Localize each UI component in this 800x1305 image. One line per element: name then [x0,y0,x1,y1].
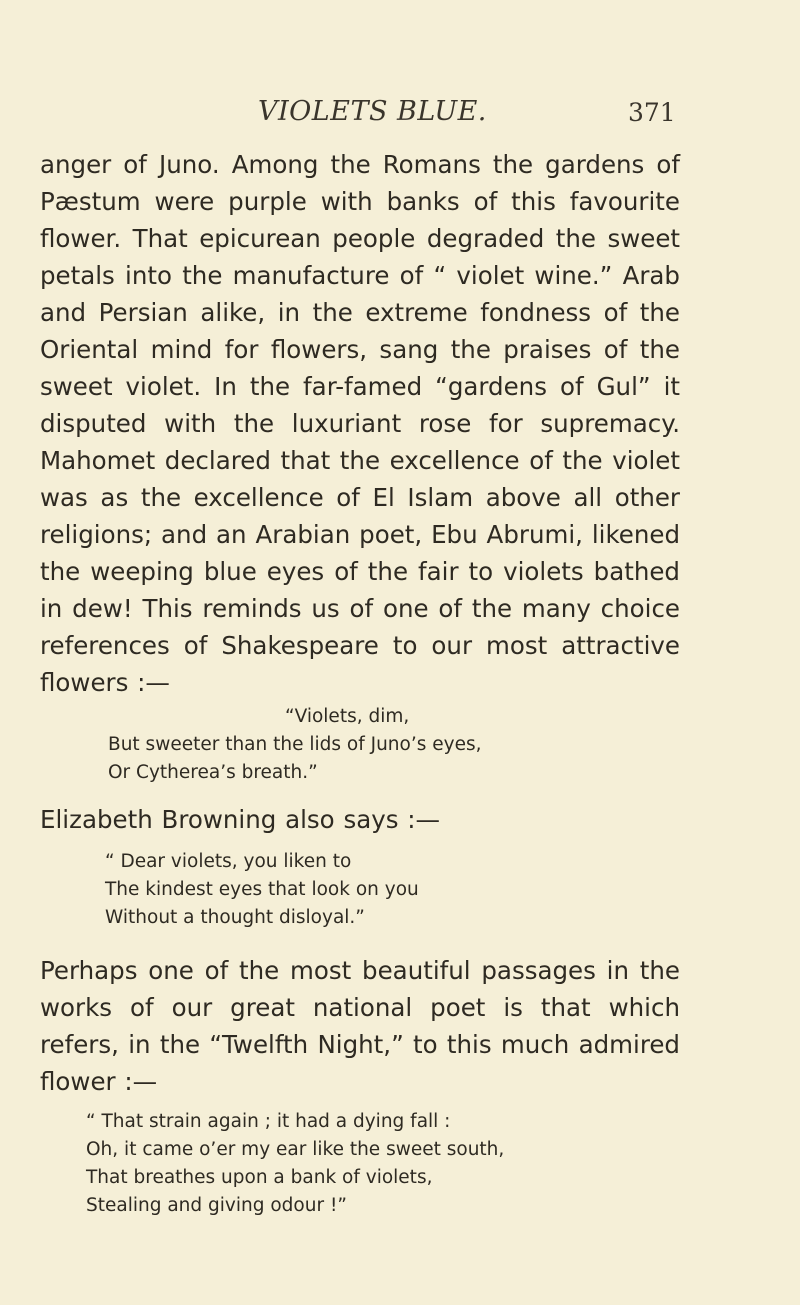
verse-line: But sweeter than the lids of Juno’s eyes, [108,734,482,755]
page-number: 371 [628,98,676,127]
verse-line: Or Cytherea’s breath.” [108,762,318,783]
body-text [40,146,680,1220]
paragraph-2: Elizabeth Browning also says :— [40,805,441,834]
running-title: VIOLETS BLUE. [258,96,487,127]
verse-line: “ That strain again ; it had a dying fall : [86,1111,451,1132]
verse-line: Without a thought disloyal.” [105,907,365,928]
quote-twelfth-night [86,1108,680,1220]
paragraph-1: anger of Juno. Among the Romans the gardens of Pæstum were purple with banks of this favourite flower. That epicurean people degraded the sweet petals into the manufacture of “ violet wine.” Arab and Persian alike, in the extreme fondness of the Oriental mind for flowers, sang the praises of the sweet violet. In the far-famed “gardens of Gul” it disputed with the luxuriant rose for supremacy. Mahomet declared that the excellence of the violet was as the excellence of El Islam above all other religions; and an Arabian poet, Ebu Abrumi, likened the weeping blue eyes of the fair to violets bathed in dew! This reminds us of one of the many choice references of Shakespeare to our most attractive flowers :— [40,150,680,697]
page-header [0,96,800,136]
quote-browning [105,848,680,932]
verse-line: Oh, it came o’er my ear like the sweet south, [86,1139,505,1160]
verse-line: Stealing and giving odour !” [86,1195,347,1216]
verse-line: The kindest eyes that look on you [105,879,419,900]
verse-line: “Violets, dim, [285,706,410,727]
verse-line: That breathes upon a bank of violets, [86,1167,433,1188]
quote-shakespeare-1 [40,703,680,787]
verse-line: “ Dear violets, you liken to [105,851,352,872]
paragraph-3: Perhaps one of the most beautiful passages in the works of our great national poet is that which refers, in the “Twelfth Night,” to this much admired flower :— [40,956,680,1096]
